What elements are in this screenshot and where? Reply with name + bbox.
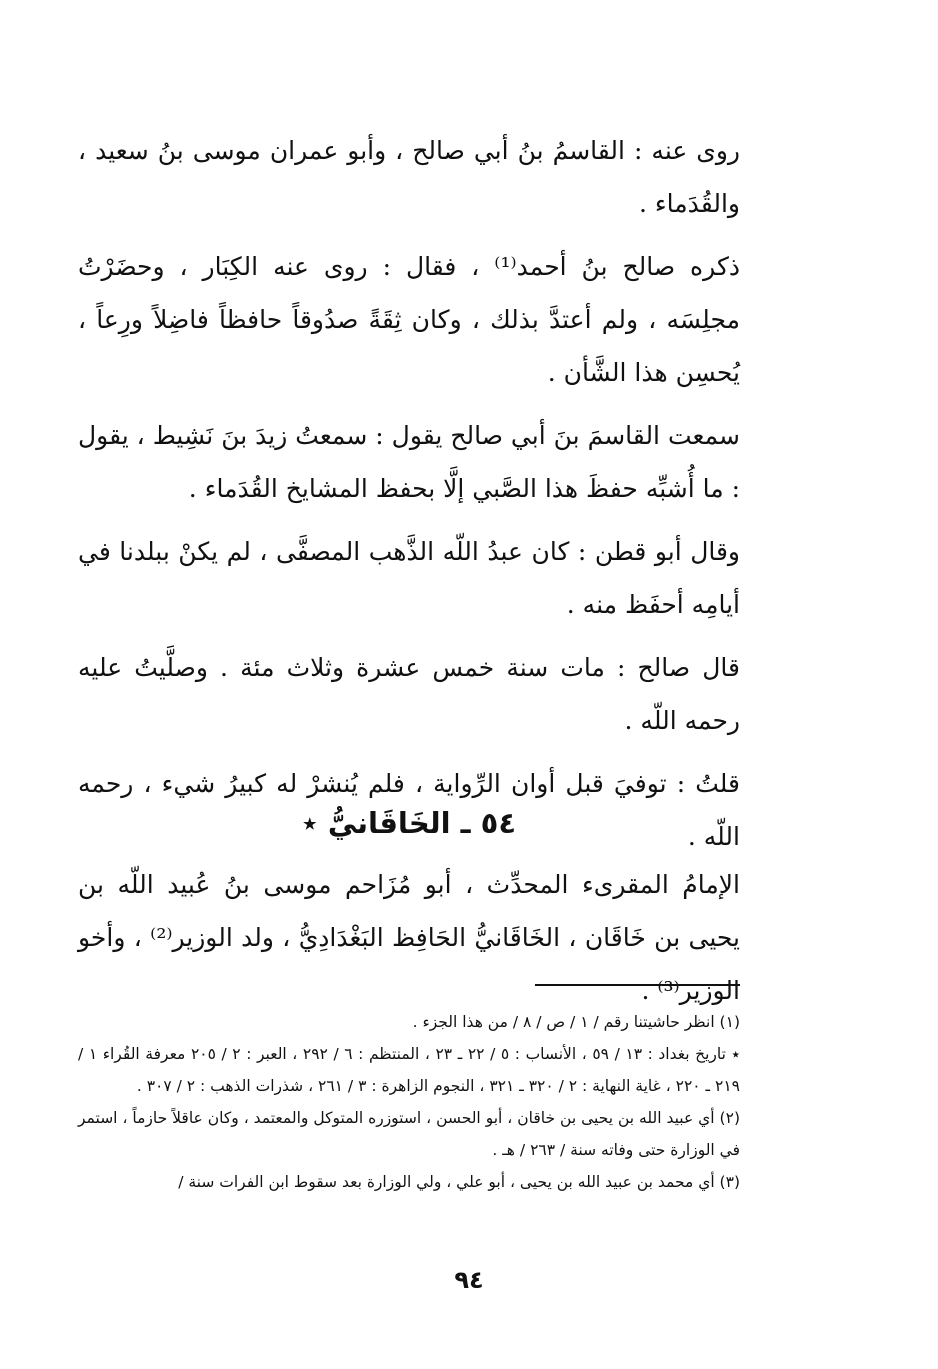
paragraph-salih-ibn-ahmad: ذكره صالح بنُ أحمد⁽¹⁾ ، فقال : روى عنه الكِبَار ، وحضَرْتُ مجلِسَه ، ولم أعتدَّ بذلك ، وكان ثِقَةً صدُوقاً حافظاً فاضِلاً ورِعاً ، يُحسِن هذا الشَّأن . [78, 252, 740, 387]
paragraph-abu-qatan: وقال أبو قطن : كان عبدُ اللّه الذَّهب المصفَّى ، لم يكنْ ببلدنا في أيامِه أحفَظ منه . [78, 537, 740, 619]
paragraph-death-date: قال صالح : مات سنة خمس عشرة وثلاث مئة . وصلَّيتُ عليه رحمه اللّه . [78, 653, 740, 735]
footnote-3: (٣) أي محمد بن عبيد الله بن يحيى ، أبو علي ، ولي الوزارة بعد سقوط ابن الفرات سنة / [178, 1173, 740, 1191]
entry-heading: ٥٤ ـ الخَاقَانيُّ ٭ [301, 806, 517, 840]
footnote-1: (١) انظر حاشيتنا رقم / ١ / ص / ٨ / من هذا الجزء . [412, 1013, 740, 1031]
main-text-lower [78, 858, 740, 1017]
footnote-2: (٢) أي عبيد الله بن يحيى بن خاقان ، أبو الحسن ، استوزره المتوكل والمعتمد ، وكان عاقلاً حازماً ، استمر في الوزارة حتى وفاته سنة / ٢٦٣ / هـ . [78, 1109, 740, 1159]
paragraph-narrators: روى عنه : القاسمُ بنُ أبي صالح ، وأبو عمران موسى بنُ سعيد ، والقُدَماء . [78, 136, 740, 218]
paragraph-entry-biography: الإمامُ المقرىء المحدِّث ، أبو مُزَاحم موسى بنُ عُبيد اللّه بن يحيى بن خَاقَان ، الخَاقَانيُّ الحَافِظ البَغْدَادِيُّ ، ولد الوزير⁽²⁾ ، وأخو الوزير⁽³⁾ . [78, 870, 740, 1005]
page-number: ٩٤ [454, 1266, 484, 1294]
footnote-sources: ٭ تاريخ بغداد : ١٣ / ٥٩ ، الأنساب : ٥ / ٢٢ ـ ٢٣ ، المنتظم : ٦ / ٢٩٢ ، العبر : ٢ / ٢٠٥ معرفة القُراء ١ / ٢١٩ ـ ٢٢٠ ، غاية النهاية : ٢ / ٣٢٠ ـ ٣٢١ ، النجوم الزاهرة : ٣ / ٢٦١ ، شذرات الذهب : ٢ / ٣٠٧ . [78, 1045, 740, 1095]
footnote-separator [535, 984, 740, 986]
main-text-upper [78, 124, 740, 863]
paragraph-zayd-ibn-nashit: سمعت القاسمَ بنَ أبي صالح يقول : سمعتُ زيدَ بنَ نَشِيط ، يقول : ما أُشبِّه حفظَ هذا الصَّبي إلَّا بحفظ المشايخ القُدَماء . [78, 421, 740, 503]
paragraph-author-note: قلتُ : توفيَ قبل أوان الرِّواية ، فلم يُنشرْ له كبيرُ شيء ، رحمه اللّه . [78, 769, 740, 851]
footnotes [78, 1006, 740, 1198]
